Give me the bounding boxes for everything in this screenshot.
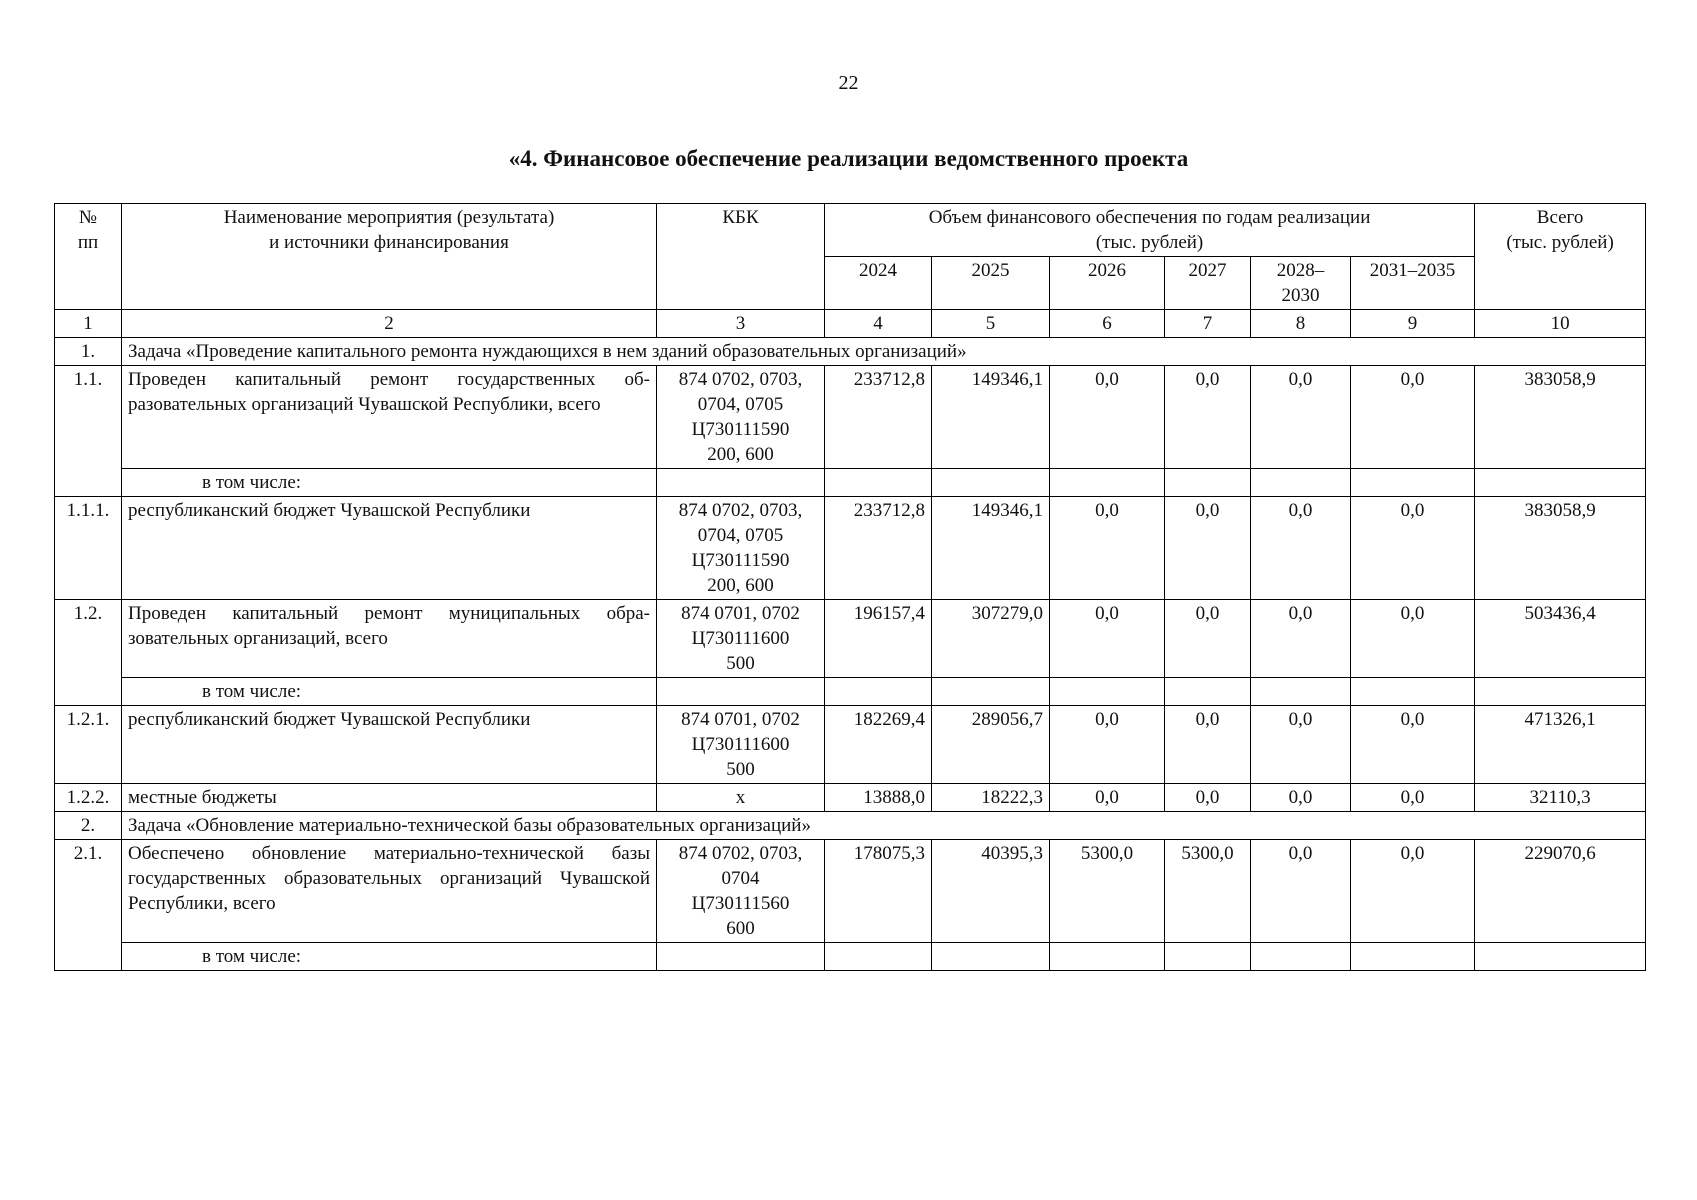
including-row	[55, 678, 1646, 706]
row-number: 2.	[55, 812, 122, 840]
value-total: 503436,4	[1475, 600, 1646, 678]
including-label: в том числе:	[122, 469, 657, 497]
value-2024: 178075,3	[825, 840, 932, 943]
value-2025: 307279,0	[932, 600, 1050, 678]
value-total: 471326,1	[1475, 706, 1646, 784]
including-row	[55, 469, 1646, 497]
including-label: в том числе:	[122, 678, 657, 706]
table-row	[55, 706, 1646, 784]
section-title: «4. Финансовое обеспечение реализации ведомственного проекта	[508, 146, 1189, 171]
value-2025: 149346,1	[932, 366, 1050, 469]
row-name: республиканский бюджет Чувашской Республики	[122, 497, 657, 600]
value-2028-2030: 0,0	[1251, 840, 1351, 943]
value-2026: 0,0	[1050, 784, 1165, 812]
year-2028-2030: 2028– 2030	[1251, 257, 1351, 310]
task-row	[55, 812, 1646, 840]
value-2025: 289056,7	[932, 706, 1050, 784]
row-number: 1.2.	[55, 600, 122, 706]
column-numbers-row: 1 2 3 4 5 6 7 8 9 10	[55, 310, 1646, 338]
task-title: Задача «Проведение капитального ремонта нуждающихся в нем зданий образовательных организаций»	[122, 338, 1646, 366]
row-kbk: 874 0701, 0702 Ц730111600 500	[657, 706, 825, 784]
row-number: 1.	[55, 338, 122, 366]
value-2024: 233712,8	[825, 366, 932, 469]
value-2025: 18222,3	[932, 784, 1050, 812]
header-kbk: КБК	[657, 204, 825, 310]
value-2031-2035: 0,0	[1351, 840, 1475, 943]
table-row	[55, 784, 1646, 812]
row-name: Проведен капитальный ремонт муниципальных обра-зовательных организаций, всего	[122, 600, 657, 678]
header-total: Всего (тыс. рублей)	[1475, 204, 1646, 310]
year-2031-2035: 2031–2035	[1351, 257, 1475, 310]
value-2031-2035: 0,0	[1351, 600, 1475, 678]
financing-table	[54, 203, 1646, 971]
value-2027: 0,0	[1165, 784, 1251, 812]
value-2026: 0,0	[1050, 600, 1165, 678]
value-total: 229070,6	[1475, 840, 1646, 943]
value-2031-2035: 0,0	[1351, 706, 1475, 784]
row-kbk: 874 0702, 0703, 0704, 0705 Ц730111590 200, 600	[657, 497, 825, 600]
value-2028-2030: 0,0	[1251, 366, 1351, 469]
row-kbk: х	[657, 784, 825, 812]
value-2025: 40395,3	[932, 840, 1050, 943]
header-no: № пп	[55, 204, 122, 310]
value-2027: 5300,0	[1165, 840, 1251, 943]
including-label: в том числе:	[122, 943, 657, 971]
value-total: 383058,9	[1475, 497, 1646, 600]
value-total: 383058,9	[1475, 366, 1646, 469]
year-2024: 2024	[825, 257, 932, 310]
row-kbk: 874 0702, 0703, 0704, 0705 Ц730111590 200, 600	[657, 366, 825, 469]
value-2025: 149346,1	[932, 497, 1050, 600]
value-2026: 5300,0	[1050, 840, 1165, 943]
row-number: 2.1.	[55, 840, 122, 971]
row-kbk: 874 0702, 0703, 0704 Ц730111560 600	[657, 840, 825, 943]
row-name: местные бюджеты	[122, 784, 657, 812]
value-2027: 0,0	[1165, 366, 1251, 469]
row-number: 1.1.1.	[55, 497, 122, 600]
row-number: 1.2.1.	[55, 706, 122, 784]
value-2026: 0,0	[1050, 366, 1165, 469]
value-2027: 0,0	[1165, 706, 1251, 784]
value-2024: 196157,4	[825, 600, 932, 678]
row-name: Проведен капитальный ремонт государственных об-разовательных организаций Чувашской Республики, всего	[122, 366, 657, 469]
including-row	[55, 943, 1646, 971]
value-2028-2030: 0,0	[1251, 784, 1351, 812]
value-2024: 233712,8	[825, 497, 932, 600]
value-2028-2030: 0,0	[1251, 497, 1351, 600]
table-row	[55, 600, 1646, 678]
year-2026: 2026	[1050, 257, 1165, 310]
value-total: 32110,3	[1475, 784, 1646, 812]
value-2027: 0,0	[1165, 497, 1251, 600]
value-2028-2030: 0,0	[1251, 706, 1351, 784]
table-row	[55, 366, 1646, 469]
year-2025: 2025	[932, 257, 1050, 310]
value-2028-2030: 0,0	[1251, 600, 1351, 678]
value-2026: 0,0	[1050, 497, 1165, 600]
table-row	[55, 497, 1646, 600]
year-2027: 2027	[1165, 257, 1251, 310]
value-2024: 13888,0	[825, 784, 932, 812]
value-2026: 0,0	[1050, 706, 1165, 784]
task-row	[55, 338, 1646, 366]
row-name: республиканский бюджет Чувашской Республики	[122, 706, 657, 784]
value-2031-2035: 0,0	[1351, 784, 1475, 812]
value-2031-2035: 0,0	[1351, 366, 1475, 469]
row-number: 1.1.	[55, 366, 122, 497]
value-2027: 0,0	[1165, 600, 1251, 678]
table-row	[55, 840, 1646, 943]
value-2031-2035: 0,0	[1351, 497, 1475, 600]
row-number: 1.2.2.	[55, 784, 122, 812]
value-2024: 182269,4	[825, 706, 932, 784]
header-volume: Объем финансового обеспечения по годам реализации (тыс. рублей)	[825, 204, 1475, 257]
row-name: Обеспечено обновление материально-технической базы государственных образовательных организаций Чувашской Республики, всего	[122, 840, 657, 943]
task-title: Задача «Обновление материально-технической базы образовательных организаций»	[122, 812, 1646, 840]
header-name: Наименование мероприятия (результата) и источники финансирования	[122, 204, 657, 310]
page-number: 22	[838, 72, 859, 94]
table-header-row	[55, 204, 1646, 257]
row-kbk: 874 0701, 0702 Ц730111600 500	[657, 600, 825, 678]
